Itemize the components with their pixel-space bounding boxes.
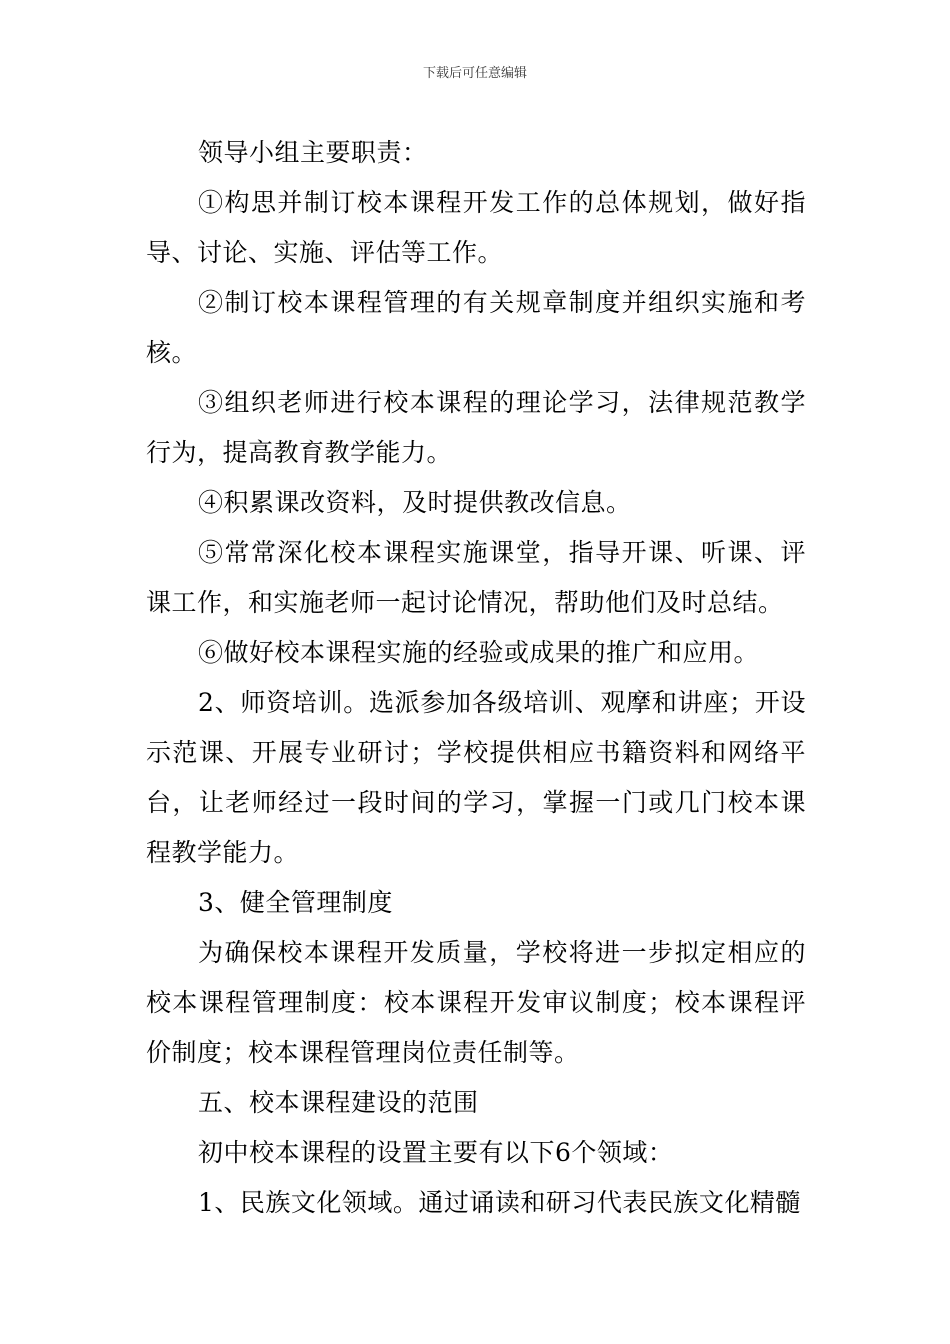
paragraph-course-domains-intro: 初中校本课程的设置主要有以下6个领域： [198, 1138, 674, 1167]
paragraph-domain-1: 1、民族文化领域。通过诵读和研习代表民族文化精髓 [198, 1188, 801, 1217]
paragraph-duty-2: ②制订校本课程管理的有关规章制度并组织实施和考核。 [146, 288, 806, 367]
paragraph-duty-1: ①构思并制订校本课程开发工作的总体规划，做好指导、讨论、实施、评估等工作。 [146, 188, 806, 267]
paragraph-duty-4: ④积累课改资料，及时提供教改信息。 [198, 488, 632, 517]
paragraph-duty-5: ⑤常常深化校本课程实施课堂，指导开课、听课、评课工作，和实施老师一起讨论情况，帮助他们及时总结。 [146, 538, 806, 617]
page-header-note: 下载后可任意编辑 [422, 66, 527, 81]
paragraph-management-heading: 3、健全管理制度 [198, 888, 393, 917]
paragraph-management-system: 为确保校本课程开发质量，学校将进一步拟定相应的校本课程管理制度：校本课程开发审议制度；校本课程评价制度；校本课程管理岗位责任制等。 [146, 938, 806, 1067]
section-heading-course-scope: 五、校本课程建设的范围 [198, 1088, 479, 1117]
paragraph-leadership-duties-heading: 领导小组主要职责： [198, 138, 428, 167]
paragraph-teacher-training: 2、师资培训。选派参加各级培训、观摩和讲座；开设示范课、开展专业研讨；学校提供相应书籍资料和网络平台，让老师经过一段时间的学习，掌握一门或几门校本课程教学能力。 [146, 688, 806, 867]
document-body [146, 128, 806, 1228]
paragraph-duty-6: ⑥做好校本课程实施的经验或成果的推广和应用。 [198, 638, 760, 667]
paragraph-duty-3: ③组织老师进行校本课程的理论学习，法律规范教学行为，提高教育教学能力。 [146, 388, 806, 467]
